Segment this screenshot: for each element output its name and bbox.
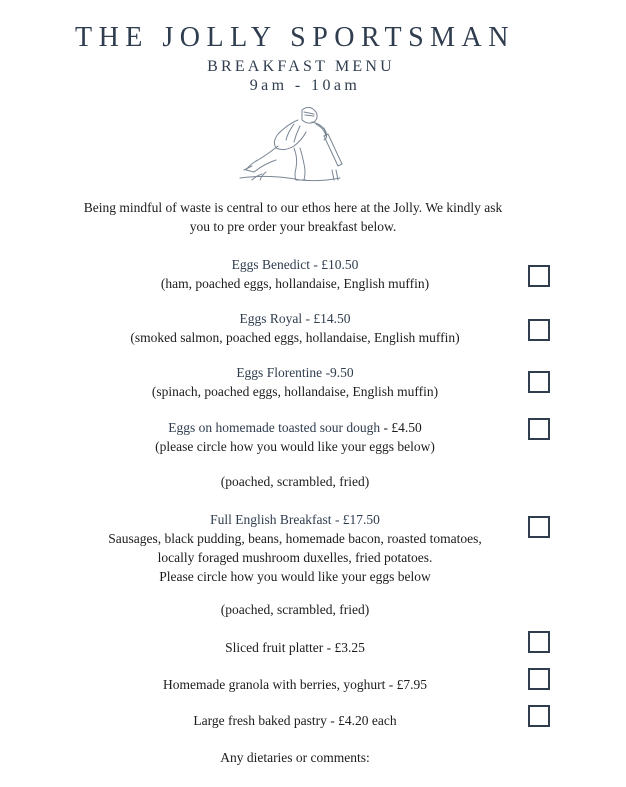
item-price: - £4.50 <box>380 420 422 435</box>
egg-options-full-english: (poached, scrambled, fried) <box>220 602 370 617</box>
menu-hours: 9am - 10am <box>249 77 361 94</box>
dietaries-comments-label: Any dietaries or comments: <box>220 750 370 765</box>
menu-item-full-english <box>80 510 510 586</box>
item-description-line: Please circle how you would like your eggs below <box>159 569 431 584</box>
menu-item-eggs-royal <box>80 309 510 347</box>
checkbox-eggs-florentine[interactable] <box>528 371 550 393</box>
checkbox-fruit-platter[interactable] <box>528 631 550 653</box>
item-name: Eggs Royal <box>239 311 303 326</box>
item-description: (ham, poached eggs, hollandaise, English muffin) <box>160 276 430 291</box>
menu-item-fruit-platter: Sliced fruit platter - £3.25 <box>225 640 365 655</box>
intro-text: Being mindful of waste is central to our ethos here at the Jolly. We kindly ask you to pre order your breakfast below. <box>83 200 503 234</box>
checkbox-eggs-sourdough[interactable] <box>528 418 550 440</box>
cricket-batsman-illustration-icon <box>232 100 358 186</box>
item-name: Eggs Florentine <box>236 365 323 380</box>
checkbox-full-english[interactable] <box>528 516 550 538</box>
item-price: - £10.50 <box>309 257 359 272</box>
item-name: Eggs Benedict <box>231 257 310 272</box>
checkbox-eggs-benedict[interactable] <box>528 265 550 287</box>
item-name: Eggs on homemade toasted sour dough <box>168 420 381 435</box>
item-price: - £17.50 <box>331 512 380 527</box>
menu-item-eggs-benedict <box>80 255 510 293</box>
egg-options-sourdough: (poached, scrambled, fried) <box>220 474 370 489</box>
item-price: - £14.50 <box>302 311 351 326</box>
menu-subtitle: BREAKFAST MENU <box>207 58 395 75</box>
checkbox-granola[interactable] <box>528 668 550 690</box>
menu-item-pastry: Large fresh baked pastry - £4.20 each <box>193 713 397 728</box>
item-description-line: locally foraged mushroom duxelles, fried potatoes. <box>157 550 433 565</box>
menu-title: THE JOLLY SPORTSMAN <box>74 22 515 53</box>
item-description: (please circle how you would like your eggs below) <box>155 439 435 454</box>
menu-item-granola: Homemade granola with berries, yoghurt - £7.95 <box>163 677 427 692</box>
item-price: -9.50 <box>322 365 354 380</box>
checkbox-pastry[interactable] <box>528 705 550 727</box>
item-description: (smoked salmon, poached eggs, hollandaise, English muffin) <box>130 330 460 345</box>
item-name: Full English Breakfast <box>210 512 332 527</box>
menu-item-eggs-florentine <box>80 363 510 401</box>
item-description: (spinach, poached eggs, hollandaise, English muffin) <box>151 384 439 399</box>
checkbox-eggs-royal[interactable] <box>528 319 550 341</box>
menu-item-eggs-sourdough <box>80 418 510 456</box>
item-description-line: Sausages, black pudding, beans, homemade bacon, roasted tomatoes, <box>108 531 482 546</box>
